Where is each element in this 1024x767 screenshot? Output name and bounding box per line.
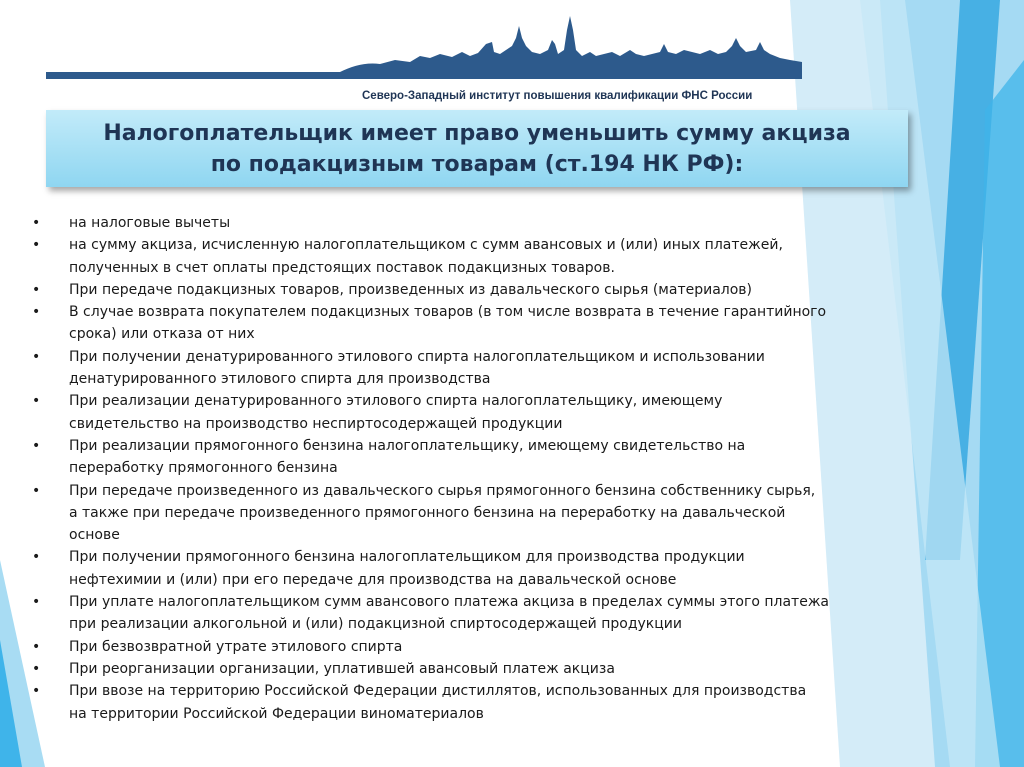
- list-item-text-line: При уплате налогоплательщиком сумм авансового платежа акциза в пределах суммы этого платежа: [69, 594, 830, 611]
- list-item-text-line: При ввозе на территорию Российской Федерации дистиллятов, использованных для производства: [69, 683, 807, 700]
- list-item: [32, 279, 952, 301]
- institute-name: Северо-Западный институт повышения квалификации ФНС России: [362, 90, 753, 102]
- list-item: [32, 435, 952, 480]
- list-item-text-line: переработку прямогонного бензина: [69, 460, 338, 477]
- list-item-text-line: При получении денатурированного этилового спирта налогоплательщиком и использовании: [69, 348, 765, 365]
- list-item-text-line: нефтехимии и (или) при его передаче для производства на давальческой основе: [69, 571, 677, 588]
- list-item-text-line: При передаче произведенного из давальческого сырья прямогонного бензина собственнику сырья,: [69, 482, 816, 499]
- list-item-text-line: В случае возврата покупателем подакцизных товаров (в том числе возврата в течение гарантийного: [69, 304, 827, 321]
- list-item: [32, 591, 952, 636]
- bullet-marker: •: [32, 683, 41, 700]
- list-item-text-line: При безвозвратной утрате этилового спирта: [69, 638, 403, 655]
- bullet-marker: •: [32, 482, 41, 499]
- list-item: [32, 234, 952, 279]
- city-skyline-banner: [0, 0, 1024, 90]
- list-item-text-line: денатурированного этилового спирта для производства: [69, 371, 491, 388]
- bullet-marker: •: [32, 237, 41, 254]
- list-item: [32, 212, 952, 234]
- list-item-text-line: При реализации прямогонного бензина налогоплательщику, имеющему свидетельство на: [69, 437, 746, 454]
- list-item-text-line: при реализации алкогольной и (или) подакцизной спиртосодержащей продукции: [69, 616, 682, 633]
- bullet-marker: •: [32, 594, 41, 611]
- bullet-marker: •: [32, 638, 41, 655]
- bullet-marker: •: [32, 348, 41, 365]
- list-item-text-line: а также при передаче произведенного прямогонного бензина на переработку на давальческой: [69, 504, 786, 521]
- list-item-text-line: полученных в счет оплаты предстоящих поставок подакцизных товаров.: [69, 259, 615, 276]
- list-item: [32, 546, 952, 591]
- skyline-silhouette: [340, 16, 802, 72]
- list-item: [32, 658, 952, 680]
- list-item-text-line: на налоговые вычеты: [69, 215, 231, 231]
- list-item: [32, 301, 952, 346]
- list-item: [32, 680, 952, 725]
- list-item-text-line: срока) или отказа от них: [69, 326, 255, 343]
- bullet-marker: •: [32, 281, 41, 298]
- list-item-text-line: на сумму акциза, исчисленную налогоплательщиком с сумм авансовых и (или) иных платежей,: [69, 237, 783, 254]
- list-item-text-line: При передаче подакцизных товаров, произведенных из давальческого сырья (материалов): [69, 281, 753, 298]
- list-item: [32, 390, 952, 435]
- bullet-marker: •: [32, 215, 41, 231]
- slide-title-line-2: по подакцизным товарам (ст.194 НК РФ):: [210, 151, 744, 177]
- slide-title-line-1: Налогоплательщик имеет право уменьшить сумму акциза: [103, 120, 851, 146]
- list-item-text-line: При получении прямогонного бензина налогоплательщиком для производства продукции: [69, 549, 745, 566]
- list-item-text-line: свидетельство на производство неспиртосодержащей продукции: [69, 415, 563, 432]
- list-item: [32, 346, 952, 391]
- bullet-marker: •: [32, 304, 41, 321]
- slide-title-box: [46, 110, 908, 187]
- bullet-marker: •: [32, 393, 41, 410]
- list-item-text-line: При реорганизации организации, уплатившей авансовый платеж акциза: [69, 660, 615, 677]
- bullet-marker: •: [32, 549, 41, 566]
- bullet-marker: •: [32, 660, 41, 677]
- bullet-marker: •: [32, 437, 41, 454]
- banner-bar: [46, 72, 802, 79]
- bullet-list: [32, 212, 952, 725]
- list-item-text-line: основе: [69, 527, 120, 544]
- list-item: [32, 636, 952, 658]
- list-item: [32, 480, 952, 547]
- list-item-text-line: При реализации денатурированного этилового спирта налогоплательщику, имеющему: [69, 393, 723, 410]
- list-item-text-line: на территории Российской Федерации виноматериалов: [69, 705, 484, 722]
